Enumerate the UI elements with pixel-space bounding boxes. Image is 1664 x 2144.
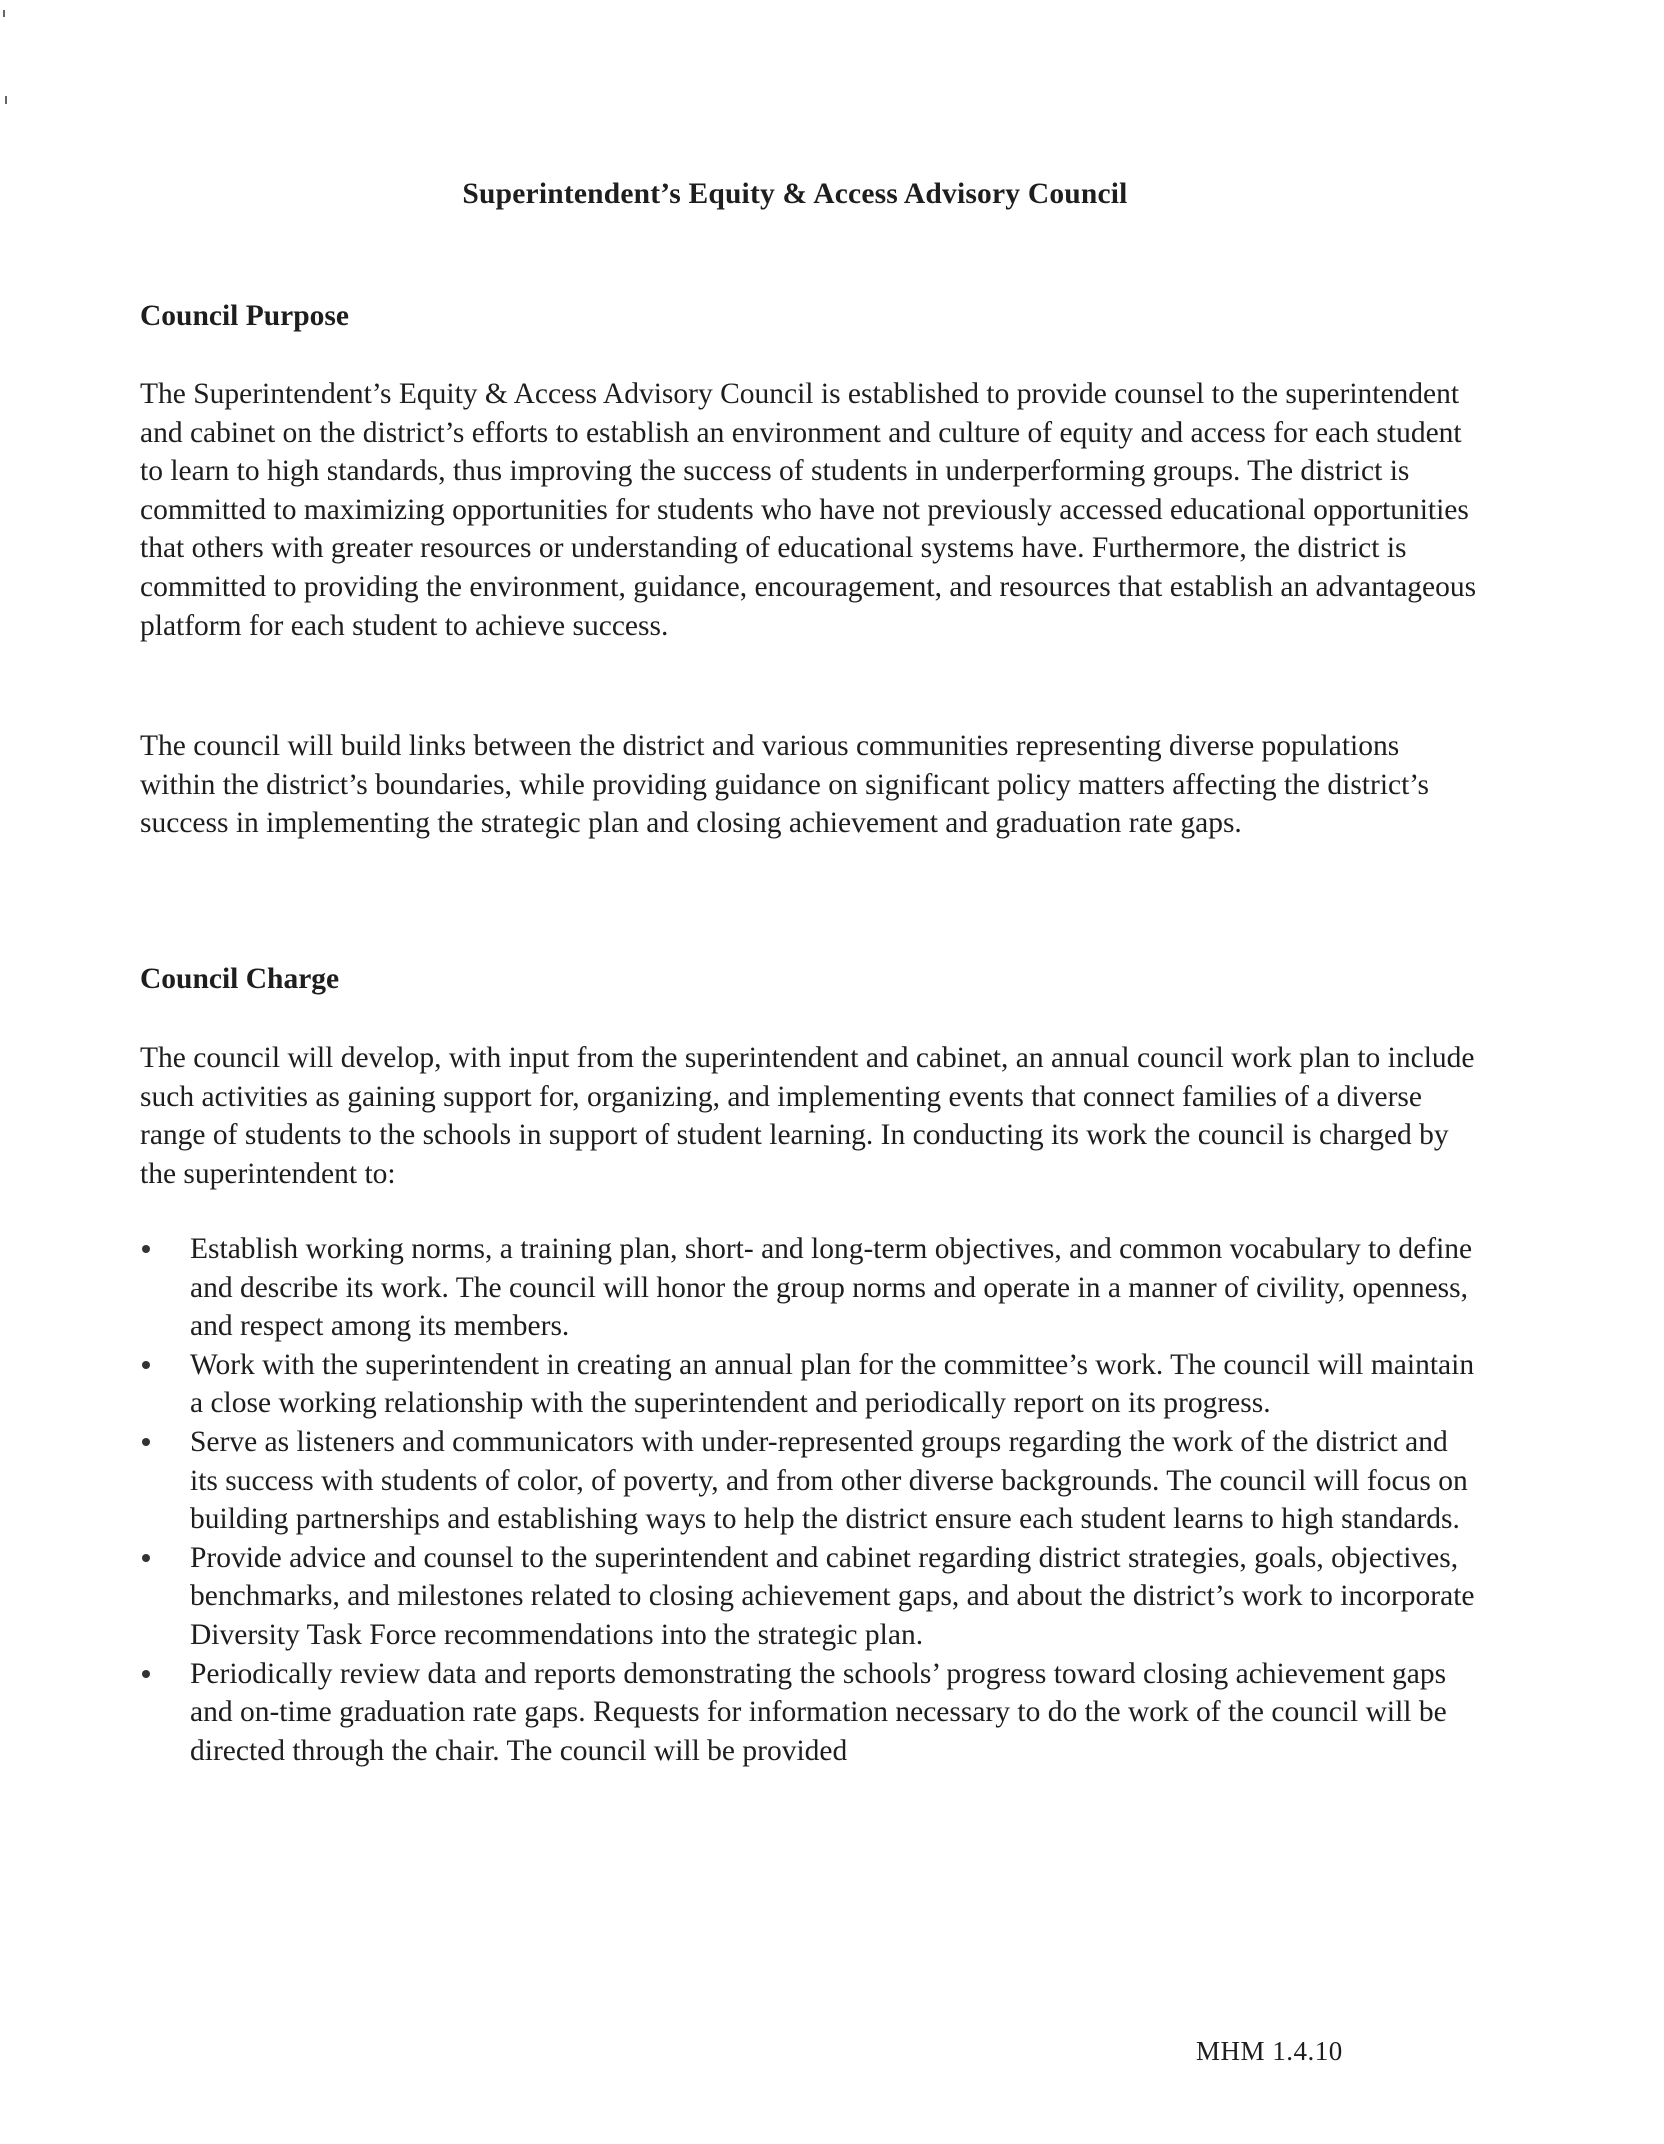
section-heading-charge: Council Charge	[140, 963, 340, 995]
list-item-text: Provide advice and counsel to the superintendent and cabinet regarding district strategies, goals, objectives, benchmarks, and milestones related to closing achievement gaps, and about the district’s work to incorporate Diversity Task Force recommendations into the strategic plan.	[190, 1541, 1475, 1651]
list-item	[140, 1423, 1480, 1539]
bullet-icon	[142, 1245, 150, 1253]
document-title: Superintendent’s Equity & Access Advisory Council	[462, 178, 1128, 210]
scan-mark	[3, 10, 5, 17]
list-item-text: Periodically review data and reports demonstrating the schools’ progress toward closing achievement gaps and on-time graduation rate gaps. Requests for information necessary to do the work of the council will be directed through the chair. The council will be provided	[190, 1657, 1447, 1767]
bullet-icon	[142, 1554, 150, 1562]
list-item-text: Work with the superintendent in creating an annual plan for the committee’s work. The council will maintain a close working relationship with the superintendent and periodically report on its progress.	[190, 1348, 1475, 1420]
list-item	[140, 1346, 1480, 1423]
bullet-icon	[142, 1361, 150, 1369]
bullet-icon	[142, 1438, 150, 1446]
document-code: MHM 1.4.10	[1196, 2036, 1343, 2066]
list-item	[140, 1655, 1480, 1771]
list-item-text: Establish working norms, a training plan, short- and long-term objectives, and common vocabulary to define and describe its work. The council will honor the group norms and operate in a manner of civility, openness, and respect among its members.	[190, 1233, 1473, 1343]
bullet-icon	[142, 1670, 150, 1678]
list-item-text: Serve as listeners and communicators with under-represented groups regarding the work of the district and its success with students of color, of poverty, and from other diverse backgrounds. The council will focus on building partnerships and establishing ways to help the district ensure each student learns to high standards.	[190, 1425, 1468, 1536]
purpose-paragraph-2: The council will build links between the district and various communities representing diverse populations within the district’s boundaries, while providing guidance on significant policy matters affecting the district’s success in implementing the strategic plan and closing achievement and graduation rate gaps.	[140, 730, 1429, 840]
purpose-paragraph-1: The Superintendent’s Equity & Access Advisory Council is established to provide counsel to the superintendent and cabinet on the district’s efforts to establish an environment and culture of equity and access for each student to learn to high standards, thus improving the success of students in underperforming groups. The district is committed to maximizing opportunities for students who have not previously accessed educational opportunities that others with greater resources or understanding of educational systems have. Furthermore, the district is committed to providing the environment, guidance, encouragement, and resources that establish an advantageous platform for each student to achieve success.	[140, 378, 1477, 642]
scan-mark	[5, 96, 7, 104]
charge-list	[140, 1230, 1480, 1770]
list-item	[140, 1539, 1480, 1655]
charge-paragraph: The council will develop, with input from the superintendent and cabinet, an annual council work plan to include such activities as gaining support for, organizing, and implementing events that connect families of a diverse range of students to the schools in support of student learning. In conducting its work the council is charged by the superintendent to:	[140, 1042, 1475, 1190]
section-heading-purpose: Council Purpose	[140, 300, 349, 332]
list-item	[140, 1230, 1480, 1346]
